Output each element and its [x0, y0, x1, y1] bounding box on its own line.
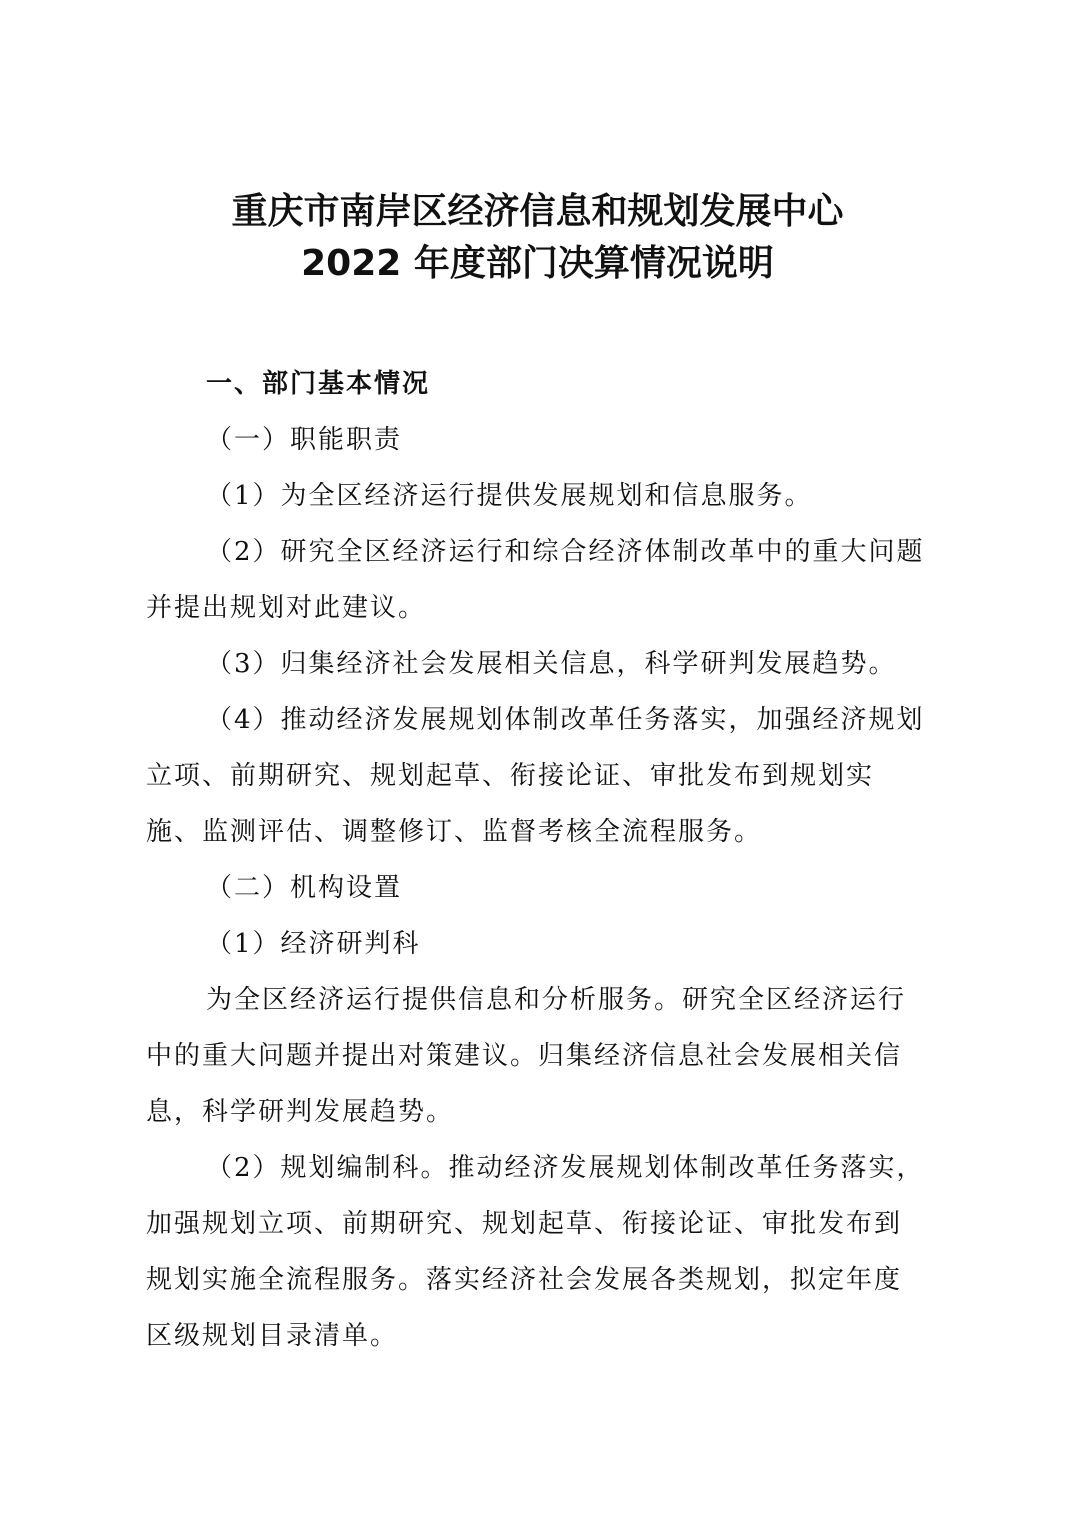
function-item-2-line-2: 并提出规划对此建议。 [146, 593, 427, 623]
function-item-1: （1）为全区经济运行提供发展规划和信息服务。 [206, 481, 813, 511]
unit-1-desc-line-3: 息，科学研判发展趋势。 [146, 1097, 455, 1127]
function-item-4-line-1: （4）推动经济发展规划体制改革任务落实，加强经济规划 [206, 705, 925, 735]
subsection-heading-organization: （二）机构设置 [206, 873, 403, 903]
unit-2-line-2: 加强规划立项、前期研究、规划起草、衔接论证、审批发布到 [146, 1209, 903, 1239]
subsection-heading-functions: （一）职能职责 [206, 425, 403, 455]
function-item-2-line-1: （2）研究全区经济运行和综合经济体制改革中的重大问题 [206, 537, 925, 567]
unit-1-desc-line-2: 中的重大问题并提出对策建议。归集经济信息社会发展相关信 [146, 1041, 903, 1071]
function-item-4-line-3: 施、监测评估、调整修订、监督考核全流程服务。 [146, 817, 763, 847]
unit-2-line-1: （2）规划编制科。推动经济发展规划体制改革任务落实， [206, 1153, 925, 1183]
section-heading-basic-info: 一、部门基本情况 [206, 369, 431, 399]
unit-2-line-4: 区级规划目录清单。 [146, 1321, 399, 1351]
document-body [146, 356, 946, 1364]
unit-1-desc-line-1: 为全区经济运行提供信息和分析服务。研究全区经济运行 [206, 985, 907, 1015]
function-item-4-line-2: 立项、前期研究、规划起草、衔接论证、审批发布到规划实 [146, 761, 875, 791]
document-title-line-1: 重庆市南岸区经济信息和规划发展中心 [231, 191, 844, 232]
document-title-line-2: 2022 年度部门决算情况说明 [301, 243, 774, 284]
unit-2-line-3: 规划实施全流程服务。落实经济社会发展各类规划，拟定年度 [146, 1265, 903, 1295]
unit-1-heading: （1）经济研判科 [206, 929, 421, 959]
function-item-3: （3）归集经济社会发展相关信息，科学研判发展趋势。 [206, 649, 897, 679]
